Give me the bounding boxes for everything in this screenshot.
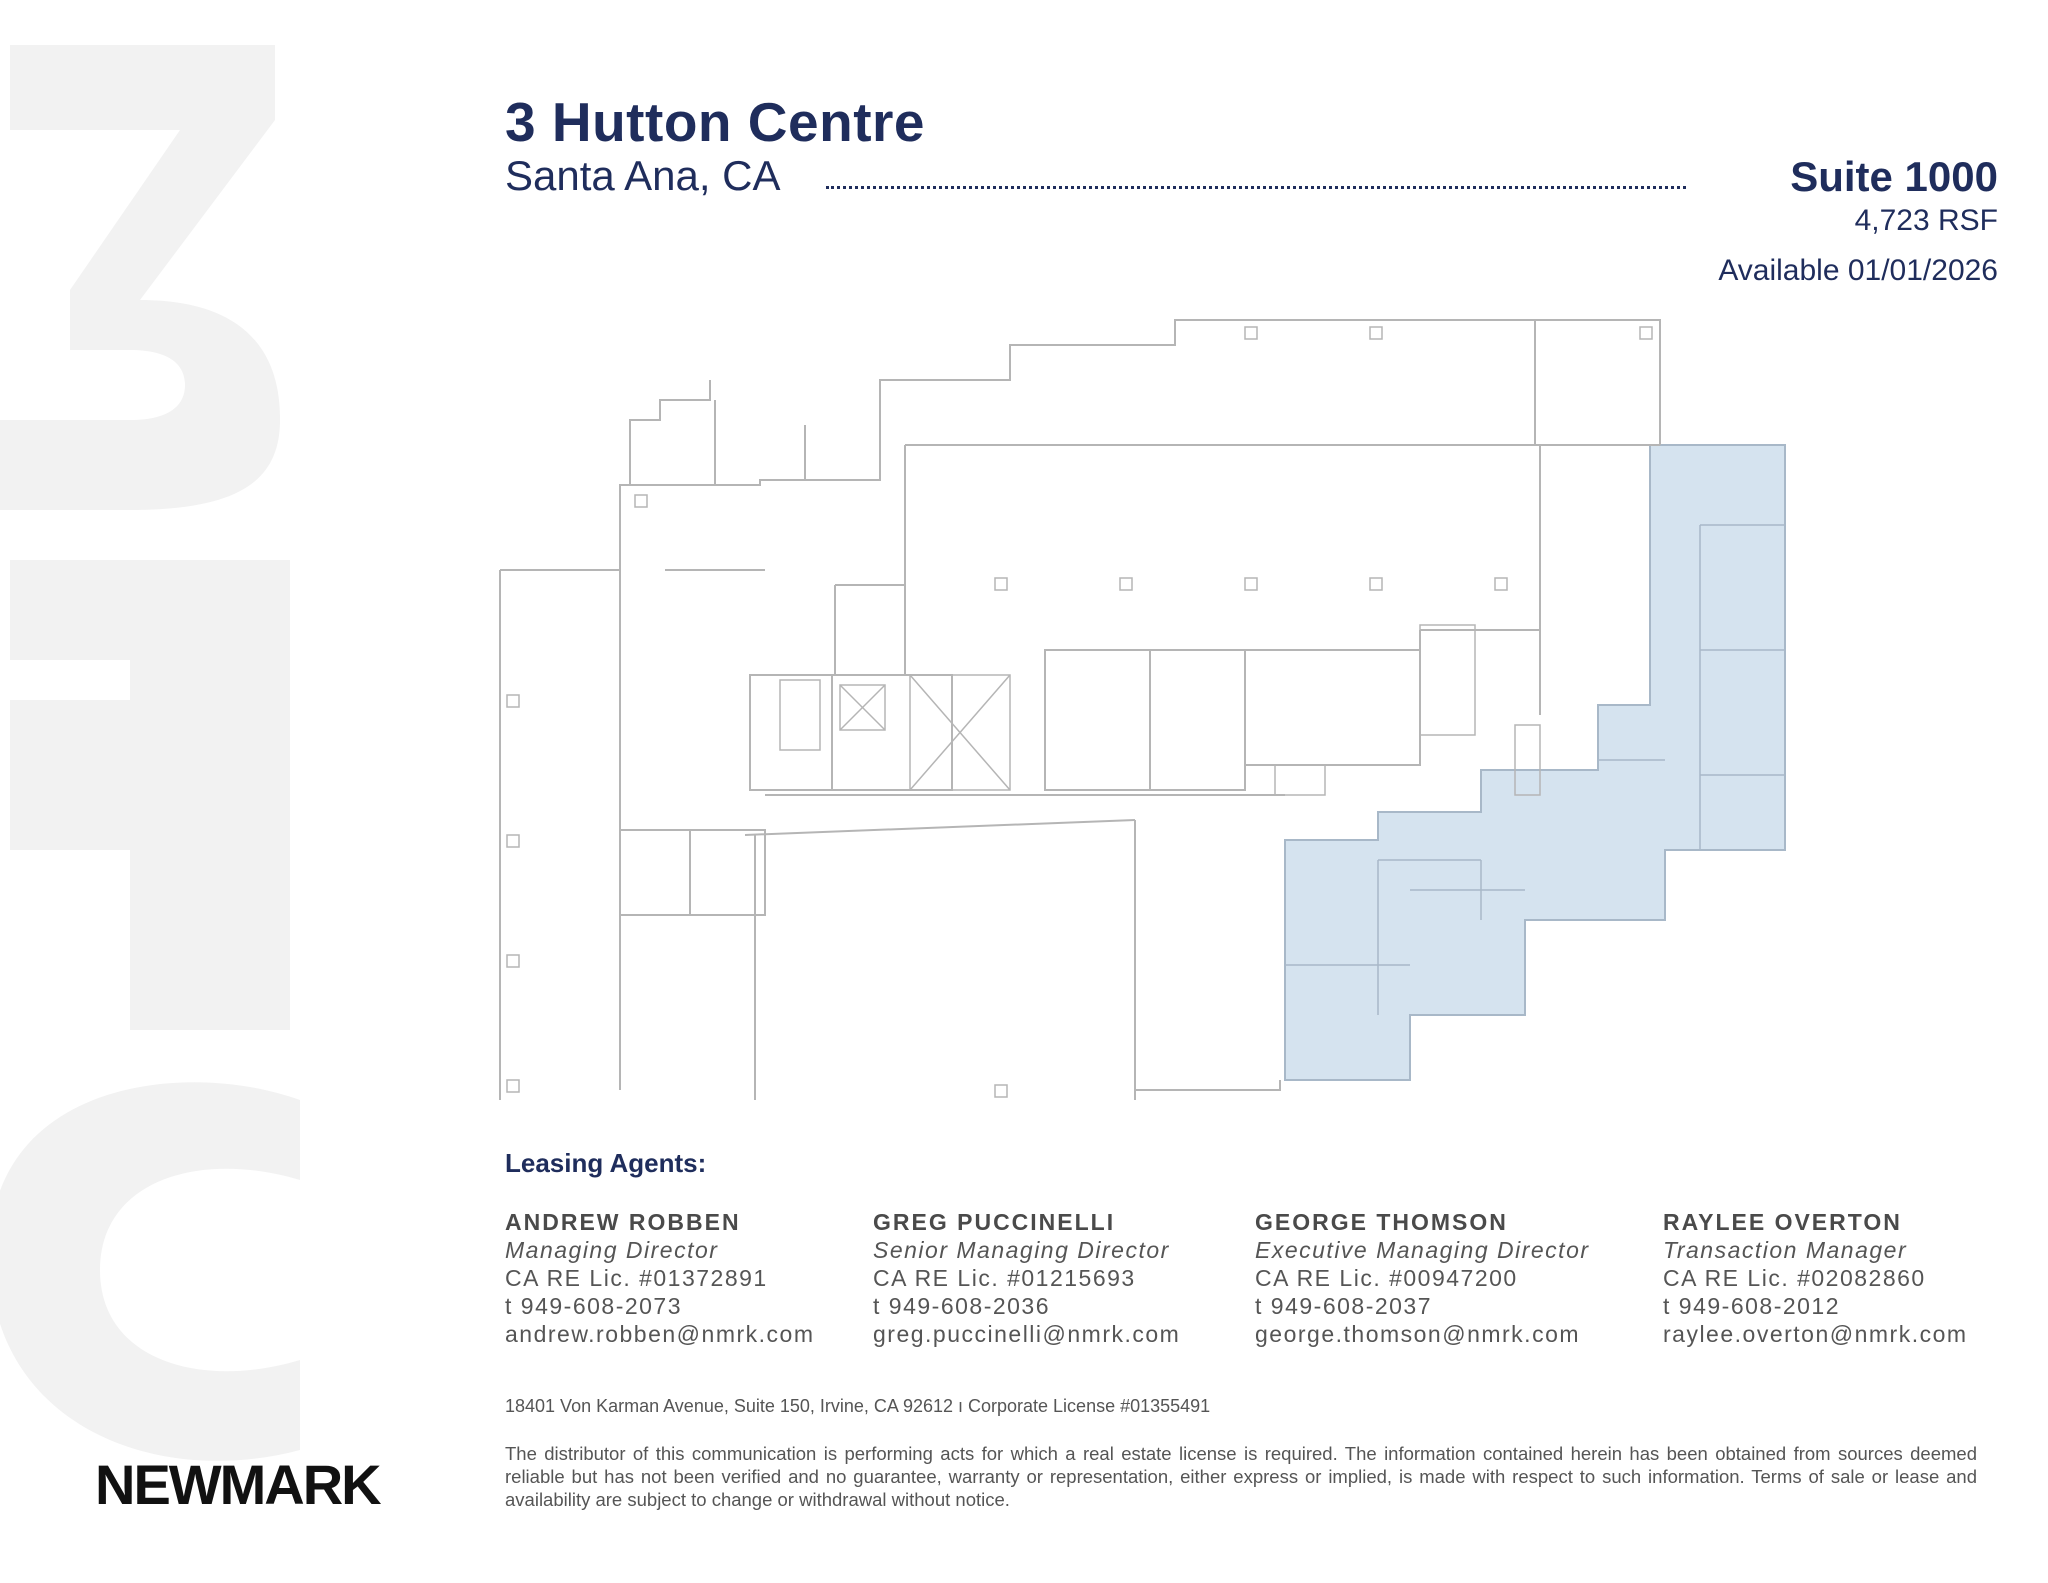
suite-highlight-area — [1285, 445, 1785, 1080]
agent-email[interactable]: george.thomson@nmrk.com — [1255, 1321, 1581, 1347]
agent-name: GREG PUCCINELLI — [873, 1209, 1116, 1235]
agent-card — [1663, 1208, 1968, 1348]
suite-1000-highlight — [1285, 445, 1785, 1080]
property-title: 3 Hutton Centre — [505, 91, 925, 153]
dotted-divider — [826, 186, 1686, 189]
suite-rsf: 4,723 RSF — [1854, 204, 1998, 237]
agent-license: CA RE Lic. #01215693 — [873, 1265, 1136, 1291]
agent-phone[interactable]: t 949-608-2073 — [505, 1293, 683, 1319]
agent-name: RAYLEE OVERTON — [1663, 1209, 1902, 1235]
agent-email[interactable]: greg.puccinelli@nmrk.com — [873, 1321, 1181, 1347]
corporate-address: 18401 Von Karman Avenue, Suite 150, Irvine, CA 92612 ı Corporate License #01355491 — [505, 1396, 1211, 1416]
agent-card — [505, 1208, 814, 1348]
agent-title: Senior Managing Director — [873, 1237, 1170, 1263]
background-numeral-310 — [0, 0, 310, 1583]
agent-phone[interactable]: t 949-608-2036 — [873, 1293, 1051, 1319]
numeral-3-shape — [0, 45, 280, 510]
agent-phone[interactable]: t 949-608-2012 — [1663, 1293, 1841, 1319]
agent-license: CA RE Lic. #02082860 — [1663, 1265, 1926, 1291]
agent-name: ANDREW ROBBEN — [505, 1209, 741, 1235]
numeral-0-shape — [0, 1082, 300, 1461]
property-location: Santa Ana, CA — [505, 152, 781, 199]
suite-name: Suite 1000 — [1790, 153, 1998, 200]
agent-card — [1255, 1208, 1590, 1348]
agent-email[interactable]: andrew.robben@nmrk.com — [505, 1321, 815, 1347]
agent-name: GEORGE THOMSON — [1255, 1209, 1508, 1235]
agent-phone[interactable]: t 949-608-2037 — [1255, 1293, 1433, 1319]
newmark-logo: NEWMARK — [95, 1453, 380, 1516]
agent-email[interactable]: raylee.overton@nmrk.com — [1663, 1321, 1968, 1347]
agent-card — [873, 1208, 1180, 1348]
floor-plan — [495, 315, 1795, 1100]
legal-disclaimer: The distributor of this communication is performing acts for which a real estate license is required. The information contained herein has been obtained from sources deemed reliable but has not been verified and no guarantee, warranty or representation, either express or implied, is made with respect to such information. Terms of sale or lease and availability are subject to change or withdrawal without notice. — [505, 1443, 1977, 1510]
agent-title: Transaction Manager — [1663, 1237, 1908, 1263]
suite-availability: Available 01/01/2026 — [1718, 254, 1998, 287]
agent-license: CA RE Lic. #00947200 — [1255, 1265, 1518, 1291]
agent-license: CA RE Lic. #01372891 — [505, 1265, 768, 1291]
agent-title: Managing Director — [505, 1237, 719, 1263]
suite-info — [1718, 153, 1998, 291]
agent-title: Executive Managing Director — [1255, 1237, 1590, 1263]
leasing-agents-heading: Leasing Agents: — [505, 1148, 707, 1178]
